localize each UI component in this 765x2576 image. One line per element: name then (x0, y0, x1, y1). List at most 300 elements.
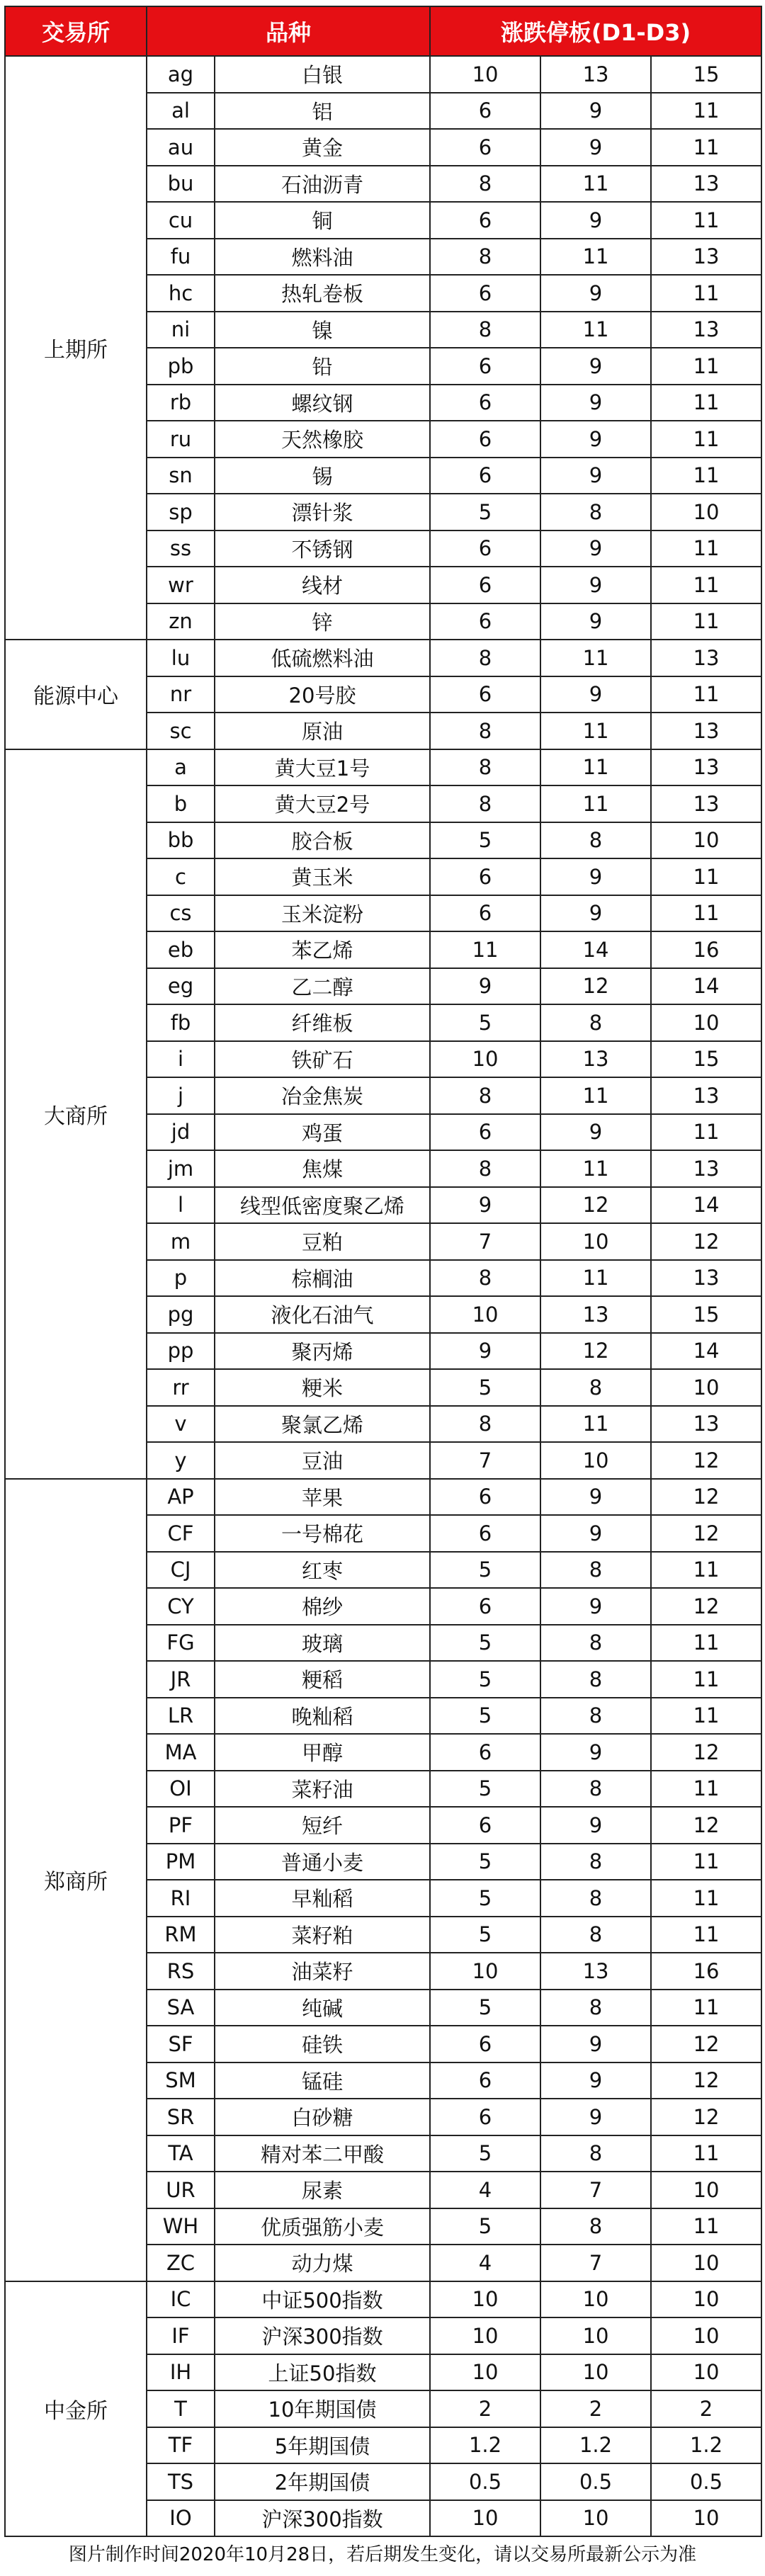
limit-d1-cell: 6 (430, 348, 540, 385)
variety-name-cell: 黄大豆1号 (215, 749, 430, 786)
limit-d3-cell: 10 (651, 2281, 761, 2318)
limit-d2-cell: 9 (540, 202, 651, 239)
code-cell: SA (147, 1990, 215, 2026)
table-row (5, 1479, 761, 1516)
limit-d1-cell: 6 (430, 1588, 540, 1625)
limit-d3-cell: 16 (651, 931, 761, 968)
limit-d1-cell: 8 (430, 166, 540, 203)
variety-name-cell: 鸡蛋 (215, 1114, 430, 1151)
limit-d3-cell: 15 (651, 1041, 761, 1078)
limit-d2-cell: 8 (540, 1552, 651, 1589)
limit-d1-cell: 5 (430, 1771, 540, 1808)
variety-name-cell: 锌 (215, 603, 430, 640)
limit-d1-cell: 9 (430, 1333, 540, 1370)
limit-d2-cell: 0.5 (540, 2463, 651, 2500)
variety-name-cell: 铅 (215, 348, 430, 385)
code-cell: c (147, 858, 215, 895)
code-cell: ss (147, 530, 215, 567)
limit-d3-cell: 13 (651, 1150, 761, 1187)
limit-d1-cell: 8 (430, 785, 540, 822)
limit-d1-cell: 8 (430, 1077, 540, 1114)
limit-d3-cell: 11 (651, 1698, 761, 1735)
code-cell: T (147, 2390, 215, 2427)
limit-d1-cell: 6 (430, 567, 540, 603)
limit-d3-cell: 11 (651, 1661, 761, 1698)
limit-d3-cell: 10 (651, 822, 761, 859)
limit-d2-cell: 10 (540, 2281, 651, 2318)
code-cell: PF (147, 1807, 215, 1844)
code-cell: bu (147, 166, 215, 203)
limit-d1-cell: 11 (430, 931, 540, 968)
variety-name-cell: 一号棉花 (215, 1515, 430, 1552)
variety-name-cell: 粳稻 (215, 1661, 430, 1698)
limit-d3-cell: 11 (651, 1917, 761, 1953)
code-cell: pg (147, 1296, 215, 1333)
code-cell: JR (147, 1661, 215, 1698)
limit-d3-cell: 10 (651, 2500, 761, 2537)
variety-name-cell: 铜 (215, 202, 430, 239)
code-cell: AP (147, 1479, 215, 1516)
limit-d2-cell: 2 (540, 2390, 651, 2427)
limit-d2-cell: 9 (540, 275, 651, 312)
limit-d1-cell: 10 (430, 2500, 540, 2537)
code-cell: ru (147, 421, 215, 458)
limit-d3-cell: 10 (651, 2245, 761, 2281)
limit-d2-cell: 13 (540, 1041, 651, 1078)
code-cell: al (147, 93, 215, 130)
limit-d2-cell: 12 (540, 968, 651, 1005)
variety-name-cell: 白银 (215, 56, 430, 93)
limit-d3-cell: 11 (651, 348, 761, 385)
code-cell: RI (147, 1880, 215, 1917)
code-cell: zn (147, 603, 215, 640)
limit-d3-cell: 11 (651, 530, 761, 567)
limit-d2-cell: 8 (540, 1771, 651, 1808)
limit-d3-cell: 12 (651, 1223, 761, 1260)
variety-name-cell: 菜籽油 (215, 1771, 430, 1808)
code-cell: TA (147, 2135, 215, 2172)
limit-d1-cell: 5 (430, 1990, 540, 2026)
limit-d2-cell: 8 (540, 1625, 651, 1662)
code-cell: rb (147, 385, 215, 421)
variety-name-cell: 苯乙烯 (215, 931, 430, 968)
code-cell: eb (147, 931, 215, 968)
limit-d1-cell: 6 (430, 1479, 540, 1516)
limit-d1-cell: 10 (430, 1041, 540, 1078)
limit-d1-cell: 10 (430, 1953, 540, 1990)
limit-d1-cell: 5 (430, 822, 540, 859)
limit-d2-cell: 11 (540, 239, 651, 276)
limit-d3-cell: 12 (651, 1442, 761, 1479)
limit-d1-cell: 8 (430, 239, 540, 276)
variety-name-cell: 晚籼稻 (215, 1698, 430, 1735)
code-cell: fb (147, 1004, 215, 1041)
table-body (5, 56, 761, 2536)
code-cell: pp (147, 1333, 215, 1370)
limit-d3-cell: 11 (651, 129, 761, 166)
limit-d1-cell: 5 (430, 1552, 540, 1589)
code-cell: jd (147, 1114, 215, 1151)
limit-d2-cell: 11 (540, 749, 651, 786)
exchange-cell: 上期所 (5, 56, 147, 640)
limit-d2-cell: 8 (540, 1661, 651, 1698)
code-cell: CF (147, 1515, 215, 1552)
code-cell: LR (147, 1698, 215, 1735)
variety-name-cell: 不锈钢 (215, 530, 430, 567)
limit-d2-cell: 9 (540, 858, 651, 895)
variety-name-cell: 纯碱 (215, 1990, 430, 2026)
variety-name-cell: 普通小麦 (215, 1844, 430, 1880)
limit-d2-cell: 11 (540, 1077, 651, 1114)
limit-d1-cell: 7 (430, 1442, 540, 1479)
limit-d2-cell: 8 (540, 1004, 651, 1041)
code-cell: y (147, 1442, 215, 1479)
limit-d3-cell: 11 (651, 2135, 761, 2172)
limit-d1-cell: 5 (430, 2208, 540, 2245)
limit-d1-cell: 6 (430, 458, 540, 494)
variety-name-cell: 线材 (215, 567, 430, 603)
code-cell: wr (147, 567, 215, 603)
limit-d3-cell: 11 (651, 202, 761, 239)
limit-d1-cell: 10 (430, 2354, 540, 2391)
limit-d1-cell: 6 (430, 202, 540, 239)
limit-d3-cell: 11 (651, 458, 761, 494)
code-cell: ZC (147, 2245, 215, 2281)
limit-d1-cell: 5 (430, 494, 540, 530)
limit-d3-cell: 13 (651, 239, 761, 276)
code-cell: pb (147, 348, 215, 385)
variety-name-cell: 精对苯二甲酸 (215, 2135, 430, 2172)
limit-d1-cell: 0.5 (430, 2463, 540, 2500)
limit-d1-cell: 6 (430, 603, 540, 640)
limit-d2-cell: 10 (540, 2317, 651, 2354)
limit-d3-cell: 13 (651, 749, 761, 786)
limit-d2-cell: 11 (540, 1150, 651, 1187)
limit-d1-cell: 6 (430, 1734, 540, 1771)
limit-d3-cell: 1.2 (651, 2427, 761, 2464)
table-row (5, 2281, 761, 2318)
limit-d3-cell: 11 (651, 1771, 761, 1808)
limit-d3-cell: 13 (651, 1260, 761, 1297)
code-cell: OI (147, 1771, 215, 1808)
header-limit: 涨跌停板(D1-D3) (430, 6, 761, 56)
variety-name-cell: 纤维板 (215, 1004, 430, 1041)
limit-d2-cell: 12 (540, 1333, 651, 1370)
limit-d1-cell: 4 (430, 2172, 540, 2208)
limit-d1-cell: 8 (430, 312, 540, 348)
limit-d1-cell: 5 (430, 1917, 540, 1953)
variety-name-cell: 10年期国债 (215, 2390, 430, 2427)
code-cell: MA (147, 1734, 215, 1771)
limit-d2-cell: 9 (540, 93, 651, 130)
limit-d2-cell: 11 (540, 640, 651, 676)
limit-d2-cell: 11 (540, 312, 651, 348)
exchange-cell: 中金所 (5, 2281, 147, 2537)
limit-d1-cell: 6 (430, 2062, 540, 2099)
table-row (5, 749, 761, 786)
limit-d3-cell: 11 (651, 385, 761, 421)
limit-d3-cell: 11 (651, 1625, 761, 1662)
limit-d3-cell: 12 (651, 1588, 761, 1625)
header-exchange: 交易所 (5, 6, 147, 56)
limit-d2-cell: 9 (540, 458, 651, 494)
limit-d1-cell: 4 (430, 2245, 540, 2281)
limit-d1-cell: 9 (430, 968, 540, 1005)
code-cell: au (147, 129, 215, 166)
limit-d2-cell: 1.2 (540, 2427, 651, 2464)
code-cell: IC (147, 2281, 215, 2318)
limit-d1-cell: 5 (430, 1625, 540, 1662)
code-cell: fu (147, 239, 215, 276)
variety-name-cell: 石油沥青 (215, 166, 430, 203)
limit-d3-cell: 16 (651, 1953, 761, 1990)
code-cell: hc (147, 275, 215, 312)
footer-note: 图片制作时间2020年10月28日，若后期发生变化，请以交易所最新公示为准 (68, 2544, 697, 2565)
limit-d2-cell: 8 (540, 2135, 651, 2172)
variety-name-cell: 20号胶 (215, 676, 430, 713)
limit-d2-cell: 9 (540, 1515, 651, 1552)
limit-d3-cell: 15 (651, 1296, 761, 1333)
limit-d2-cell: 8 (540, 1990, 651, 2026)
limit-d1-cell: 6 (430, 2099, 540, 2135)
limit-d2-cell: 11 (540, 1406, 651, 1443)
limit-d1-cell: 8 (430, 749, 540, 786)
code-cell: sc (147, 713, 215, 749)
limit-d3-cell: 11 (651, 603, 761, 640)
variety-name-cell: 沪深300指数 (215, 2500, 430, 2537)
code-cell: a (147, 749, 215, 786)
limit-d1-cell: 10 (430, 2317, 540, 2354)
variety-name-cell: 聚丙烯 (215, 1333, 430, 1370)
limit-d3-cell: 10 (651, 1004, 761, 1041)
variety-name-cell: 豆粕 (215, 1223, 430, 1260)
code-cell: FG (147, 1625, 215, 1662)
limit-d2-cell: 8 (540, 2208, 651, 2245)
variety-name-cell: 焦煤 (215, 1150, 430, 1187)
variety-name-cell: 液化石油气 (215, 1296, 430, 1333)
limit-d2-cell: 9 (540, 348, 651, 385)
variety-name-cell: 玻璃 (215, 1625, 430, 1662)
limit-d3-cell: 10 (651, 2354, 761, 2391)
variety-name-cell: 聚氯乙烯 (215, 1406, 430, 1443)
variety-name-cell: 锰硅 (215, 2062, 430, 2099)
variety-name-cell: 漂针浆 (215, 494, 430, 530)
variety-name-cell: 棕榈油 (215, 1260, 430, 1297)
code-cell: b (147, 785, 215, 822)
limit-d3-cell: 13 (651, 785, 761, 822)
variety-name-cell: 燃料油 (215, 239, 430, 276)
limit-d2-cell: 9 (540, 1807, 651, 1844)
limit-d3-cell: 11 (651, 1552, 761, 1589)
code-cell: sn (147, 458, 215, 494)
variety-name-cell: 硅铁 (215, 2026, 430, 2062)
limit-d1-cell: 6 (430, 530, 540, 567)
code-cell: SM (147, 2062, 215, 2099)
limit-d2-cell: 9 (540, 421, 651, 458)
limit-d3-cell: 12 (651, 1734, 761, 1771)
limit-d1-cell: 2 (430, 2390, 540, 2427)
variety-name-cell: 镍 (215, 312, 430, 348)
limit-d2-cell: 10 (540, 2354, 651, 2391)
limit-d3-cell: 13 (651, 312, 761, 348)
limit-d2-cell: 8 (540, 1698, 651, 1735)
code-cell: RS (147, 1953, 215, 1990)
variety-name-cell: 菜籽粕 (215, 1917, 430, 1953)
limit-d1-cell: 6 (430, 421, 540, 458)
variety-name-cell: 2年期国债 (215, 2463, 430, 2500)
code-cell: cu (147, 202, 215, 239)
limit-d3-cell: 14 (651, 1187, 761, 1224)
limit-d2-cell: 9 (540, 567, 651, 603)
code-cell: ni (147, 312, 215, 348)
limit-d3-cell: 11 (651, 2208, 761, 2245)
limit-d2-cell: 8 (540, 1369, 651, 1406)
variety-name-cell: 中证500指数 (215, 2281, 430, 2318)
variety-name-cell: 低硫燃料油 (215, 640, 430, 676)
limit-d1-cell: 5 (430, 1844, 540, 1880)
code-cell: WH (147, 2208, 215, 2245)
limit-d1-cell: 5 (430, 1698, 540, 1735)
code-cell: RM (147, 1917, 215, 1953)
limit-d2-cell: 8 (540, 1844, 651, 1880)
limit-d1-cell: 6 (430, 2026, 540, 2062)
limit-table (4, 6, 762, 2537)
limit-d2-cell: 10 (540, 1442, 651, 1479)
limit-d2-cell: 9 (540, 676, 651, 713)
limit-d1-cell: 6 (430, 676, 540, 713)
limit-d1-cell: 10 (430, 1296, 540, 1333)
limit-d1-cell: 7 (430, 1223, 540, 1260)
limit-d1-cell: 5 (430, 1004, 540, 1041)
code-cell: ag (147, 56, 215, 93)
variety-name-cell: 线型低密度聚乙烯 (215, 1187, 430, 1224)
code-cell: IH (147, 2354, 215, 2391)
limit-d2-cell: 11 (540, 166, 651, 203)
variety-name-cell: 黄玉米 (215, 858, 430, 895)
variety-name-cell: 短纤 (215, 1807, 430, 1844)
code-cell: rr (147, 1369, 215, 1406)
limit-d1-cell: 10 (430, 2281, 540, 2318)
limit-d1-cell: 8 (430, 1150, 540, 1187)
limit-d3-cell: 12 (651, 2026, 761, 2062)
limit-d3-cell: 13 (651, 166, 761, 203)
limit-d3-cell: 12 (651, 2099, 761, 2135)
code-cell: PM (147, 1844, 215, 1880)
limit-d2-cell: 13 (540, 1953, 651, 1990)
limit-d2-cell: 9 (540, 895, 651, 932)
variety-name-cell: 优质强筋小麦 (215, 2208, 430, 2245)
limit-d3-cell: 12 (651, 1515, 761, 1552)
limit-d1-cell: 9 (430, 1187, 540, 1224)
limit-d1-cell: 6 (430, 129, 540, 166)
limit-d3-cell: 15 (651, 56, 761, 93)
variety-name-cell: 胶合板 (215, 822, 430, 859)
variety-name-cell: 天然橡胶 (215, 421, 430, 458)
limit-d2-cell: 9 (540, 2062, 651, 2099)
variety-name-cell: 油菜籽 (215, 1953, 430, 1990)
variety-name-cell: 玉米淀粉 (215, 895, 430, 932)
limit-d3-cell: 13 (651, 1406, 761, 1443)
code-cell: UR (147, 2172, 215, 2208)
limit-d2-cell: 11 (540, 1260, 651, 1297)
limit-d1-cell: 1.2 (430, 2427, 540, 2464)
code-cell: nr (147, 676, 215, 713)
limit-d2-cell: 8 (540, 822, 651, 859)
limit-d3-cell: 13 (651, 713, 761, 749)
limit-d2-cell: 10 (540, 2500, 651, 2537)
code-cell: eg (147, 968, 215, 1005)
variety-name-cell: 尿素 (215, 2172, 430, 2208)
variety-name-cell: 螺纹钢 (215, 385, 430, 421)
limit-d3-cell: 11 (651, 1114, 761, 1151)
limit-d1-cell: 6 (430, 385, 540, 421)
exchange-cell: 大商所 (5, 749, 147, 1479)
limit-d1-cell: 6 (430, 275, 540, 312)
limit-d1-cell: 6 (430, 895, 540, 932)
code-cell: TS (147, 2463, 215, 2500)
limit-d1-cell: 8 (430, 1406, 540, 1443)
limit-d3-cell: 12 (651, 1807, 761, 1844)
limit-d1-cell: 6 (430, 858, 540, 895)
limit-d1-cell: 5 (430, 1661, 540, 1698)
limit-d3-cell: 14 (651, 1333, 761, 1370)
limit-d3-cell: 12 (651, 2062, 761, 2099)
variety-name-cell: 动力煤 (215, 2245, 430, 2281)
limit-d1-cell: 6 (430, 1807, 540, 1844)
variety-name-cell: 早籼稻 (215, 1880, 430, 1917)
limit-d3-cell: 10 (651, 494, 761, 530)
limit-d3-cell: 11 (651, 1844, 761, 1880)
limit-d2-cell: 9 (540, 1114, 651, 1151)
variety-name-cell: 黄大豆2号 (215, 785, 430, 822)
limit-d2-cell: 8 (540, 1880, 651, 1917)
variety-name-cell: 黄金 (215, 129, 430, 166)
code-cell: p (147, 1260, 215, 1297)
variety-name-cell: 原油 (215, 713, 430, 749)
variety-name-cell: 沪深300指数 (215, 2317, 430, 2354)
variety-name-cell: 乙二醇 (215, 968, 430, 1005)
code-cell: IO (147, 2500, 215, 2537)
variety-name-cell: 粳米 (215, 1369, 430, 1406)
limit-d3-cell: 11 (651, 275, 761, 312)
code-cell: IF (147, 2317, 215, 2354)
limit-d3-cell: 10 (651, 1369, 761, 1406)
limit-d1-cell: 5 (430, 1369, 540, 1406)
limit-d3-cell: 10 (651, 2317, 761, 2354)
limit-d2-cell: 9 (540, 1479, 651, 1516)
limit-d2-cell: 9 (540, 2099, 651, 2135)
limit-d2-cell: 9 (540, 1588, 651, 1625)
limit-d2-cell: 14 (540, 931, 651, 968)
variety-name-cell: 冶金焦炭 (215, 1077, 430, 1114)
code-cell: TF (147, 2427, 215, 2464)
limit-d1-cell: 6 (430, 93, 540, 130)
variety-name-cell: 锡 (215, 458, 430, 494)
limit-d2-cell: 12 (540, 1187, 651, 1224)
limit-d1-cell: 8 (430, 713, 540, 749)
variety-name-cell: 5年期国债 (215, 2427, 430, 2464)
code-cell: bb (147, 822, 215, 859)
code-cell: m (147, 1223, 215, 1260)
limit-d3-cell: 12 (651, 1479, 761, 1516)
limit-d2-cell: 9 (540, 129, 651, 166)
variety-name-cell: 棉纱 (215, 1588, 430, 1625)
limit-d2-cell: 7 (540, 2172, 651, 2208)
limit-d3-cell: 11 (651, 858, 761, 895)
header-variety: 品种 (147, 6, 430, 56)
code-cell: i (147, 1041, 215, 1078)
limit-d1-cell: 5 (430, 2135, 540, 2172)
